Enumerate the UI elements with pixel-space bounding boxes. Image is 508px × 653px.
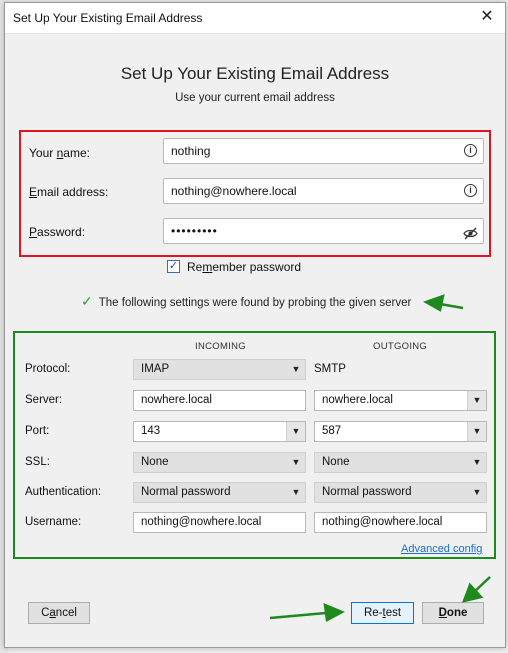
name-input[interactable] [163,138,484,164]
probe-status-text: The following settings were found by probing the given server [98,297,412,309]
username-label: Username: [25,516,82,528]
chevron-down-icon: ▼ [291,364,301,374]
done-button[interactable]: Done [422,602,484,624]
incoming-port-combo[interactable]: 143 ▼ [133,421,306,442]
incoming-ssl-select[interactable]: None ▼ [133,452,306,473]
chevron-down-icon[interactable]: ▼ [286,422,305,441]
port-label: Port: [25,425,50,437]
outgoing-protocol-value: SMTP [314,363,346,375]
outgoing-auth-select[interactable]: Normal password ▼ [314,482,487,503]
password-label: Password: [29,225,86,239]
outgoing-port-combo[interactable]: 587 ▼ [314,421,487,442]
incoming-auth-select[interactable]: Normal password ▼ [133,482,306,503]
advanced-config-link[interactable]: Advanced config [401,543,483,555]
info-icon: i [464,184,477,197]
ssl-label: SSL: [25,456,50,468]
incoming-header: INCOMING [195,341,246,352]
cancel-button[interactable]: Cancel [28,602,90,624]
chevron-down-icon[interactable]: ▼ [467,391,486,410]
incoming-username-input[interactable]: nothing@nowhere.local [133,512,306,533]
incoming-protocol-select[interactable]: IMAP ▼ [133,359,306,380]
page-title: Set Up Your Existing Email Address [120,64,390,83]
probe-status [81,293,411,310]
info-icon: i [464,144,477,157]
password-value: ••••••••• [171,224,218,238]
outgoing-username-input[interactable]: nothing@nowhere.local [314,512,487,533]
email-value: nothing@nowhere.local [171,184,297,198]
chevron-down-icon: ▼ [291,457,301,467]
remember-password-checkbox[interactable]: ✓ [168,260,179,272]
server-label: Server: [25,394,63,406]
title-bar [5,3,505,34]
protocol-label: Protocol: [25,363,71,375]
retest-button[interactable]: Re-test [351,602,414,624]
name-value: nothing [171,144,211,158]
chevron-down-icon[interactable]: ▼ [467,422,486,441]
password-input[interactable] [163,218,484,244]
checkmark-icon: ✓ [81,293,93,309]
name-label: Your name: [29,146,90,160]
account-setup-dialog [4,2,506,648]
page-subtitle: Use your current email address [175,92,335,104]
chevron-down-icon: ▼ [472,487,482,497]
outgoing-ssl-select[interactable]: None ▼ [314,452,487,473]
incoming-server-input[interactable]: nowhere.local [133,390,306,411]
email-label: Email address: [29,185,109,199]
outgoing-header: OUTGOING [373,341,428,352]
eye-slash-icon[interactable] [463,224,478,248]
chevron-down-icon: ▼ [472,457,482,467]
window-title: Set Up Your Existing Email Address [13,11,203,25]
remember-password-label[interactable]: Remember password [187,260,302,274]
email-input[interactable] [163,178,484,204]
chevron-down-icon: ▼ [291,487,301,497]
authentication-label: Authentication: [25,486,102,498]
outgoing-server-combo[interactable]: nowhere.local ▼ [314,390,487,411]
close-icon[interactable]: ✕ [480,8,494,25]
